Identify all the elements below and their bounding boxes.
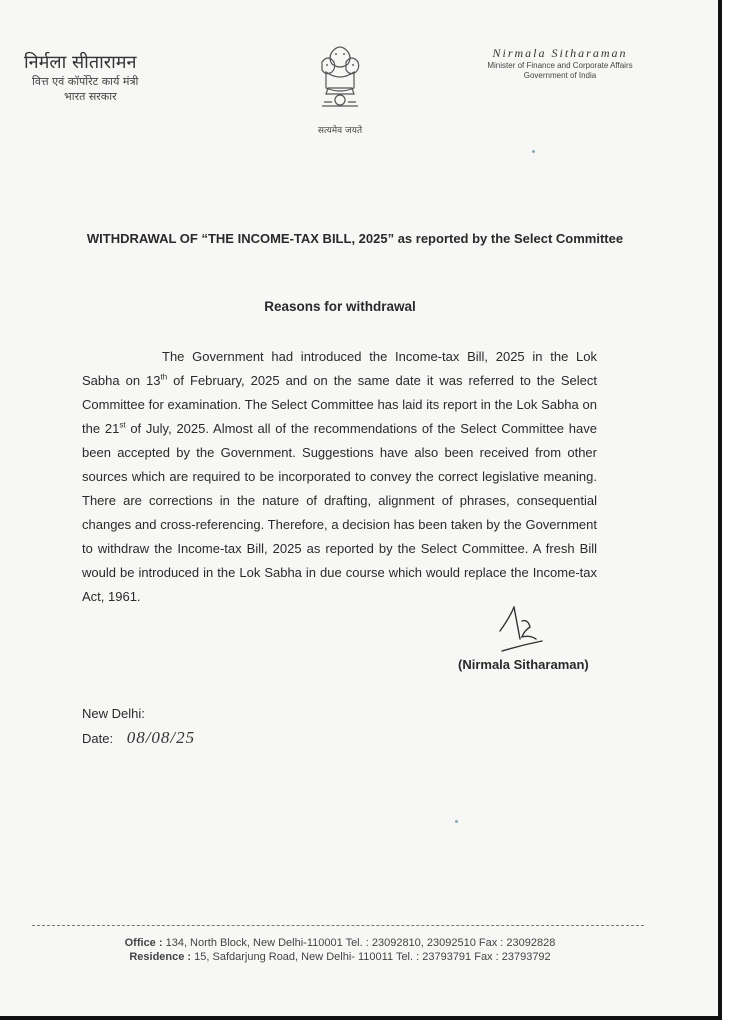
residence-value: 15, Safdarjung Road, New Delhi- 110011 Tel. : 23793791 Fax : 23793792 [194,951,551,963]
handwritten-signature-icon [492,603,562,658]
body-part-2: of February, 2025 and on the same date it was referred to the Select Committee for examination. The Select Committee has laid its report in the Lok Sabha on the 21 [82,373,597,436]
hindi-designation: वित्त एवं कॉर्पोरेट कार्य मंत्री [32,75,139,88]
speck [455,820,458,823]
hindi-letterhead [24,52,184,104]
hindi-minister-name: निर्मला सीतारामन [24,52,137,73]
document-subtitle: Reasons for withdrawal [264,299,416,314]
superscript-th: th [160,372,168,382]
body-part-1: The Government had introduced the Income-tax Bill, 2025 in the Lok Sabha on 13 [82,349,597,388]
english-government: Government of India [523,71,597,80]
residence-address [40,950,640,964]
date-line [82,728,195,748]
office-value: 134, North Block, New Delhi-110001 Tel. : 23092810, 23092510 Fax : 23092828 [165,937,556,949]
office-label: Office : [124,937,163,949]
body-part-3: of July, 2025. Almost all of the recommendations of the Select Committee have been accepted by the Government. Suggestions have also been received from other sources which are required to be incorporated to convey the correct legislative meaning. There are corrections in the nature of drafting, alignment of phrases, consequential changes and cross-referencing. Therefore, a decision has been taken by the Government to withdraw the Income-tax Bill, 2025 as reported by the Select Committee. A fresh Bill would be introduced in the Lok Sabha in due course which would replace the Income-tax Act, 1961. [82,421,597,604]
signatory-name: (Nirmala Sitharaman) [458,657,589,672]
superscript-st: st [119,420,126,430]
hindi-government: भारत सरकार [64,90,117,103]
footer-divider [32,925,644,926]
speck [532,150,535,153]
document-title: WITHDRAWAL OF “THE INCOME-TAX BILL, 2025” as reported by the Select Committee [86,231,624,246]
date-label: Date: [82,731,114,746]
emblem-motto: सत्यमेव जयते [317,126,363,136]
state-emblem [300,42,380,136]
residence-label: Residence : [129,951,192,963]
office-address [40,936,640,950]
english-minister-name: Nirmala Sitharaman [492,46,628,60]
place-line: New Delhi: [82,706,145,721]
english-designation: Minister of Finance and Corporate Affairs [487,61,633,70]
footer-address [40,936,640,964]
english-letterhead [470,46,650,81]
handwritten-date: 08/08/25 [126,728,196,747]
lion-capital-emblem-icon [312,42,368,116]
body-paragraph [82,345,597,609]
